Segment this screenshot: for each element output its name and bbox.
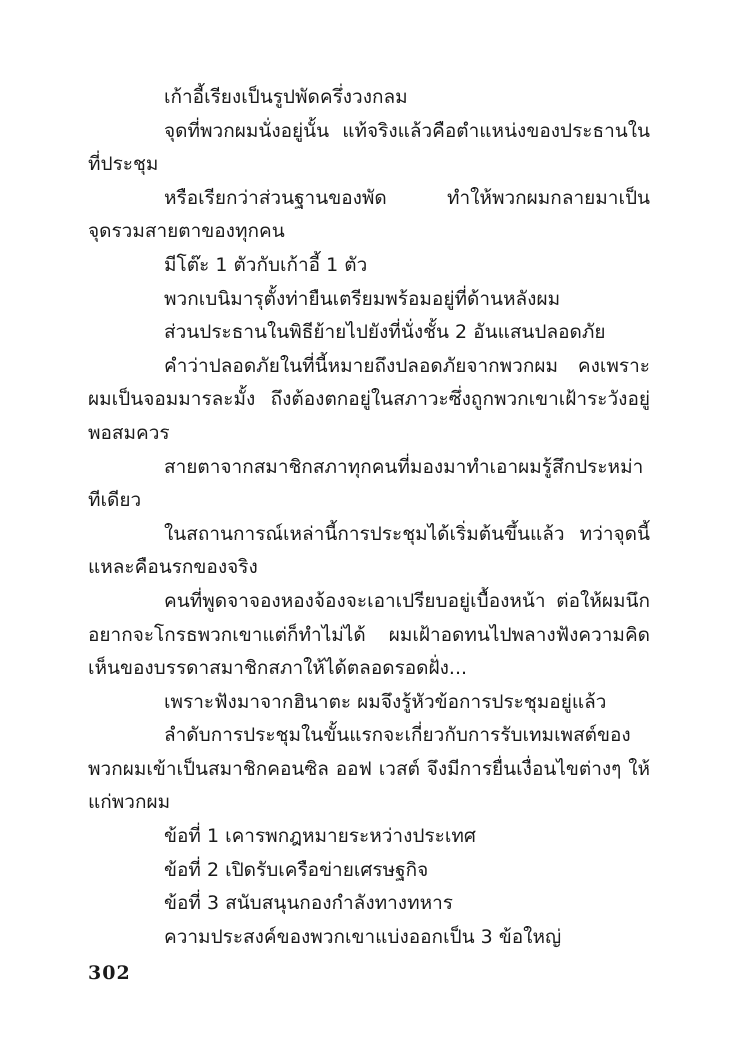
paragraph: ในสถานการณ์เหล่านี้การประชุมได้เริ่มต้นขึ้นแล้ว ทว่าจุดนี้แหละคือนรกของจริง bbox=[88, 522, 650, 579]
paragraph: คำว่าปลอดภัยในที่นี้หมายถึงปลอดภัยจากพวกผม คงเพราะผมเป็นจอมมารละมั้ง ถึงต้องตกอยู่ในสภาวะซึ่งถูกพวกเขาเฝ้าระวังอยู่พอสมควร bbox=[88, 354, 650, 444]
page-number: 302 bbox=[88, 962, 131, 984]
paragraph: จุดที่พวกผมนั่งอยู่นั้น แท้จริงแล้วคือตำแหน่งของประธานในที่ประชุม bbox=[88, 119, 650, 176]
paragraph: หรือเรียกว่าส่วนฐานของพัด ทำให้พวกผมกลายมาเป็นจุดรวมสายตาของทุกคน bbox=[88, 186, 650, 243]
list-item: ข้อที่ 3 สนับสนุนกองกำลังทางทหาร bbox=[164, 892, 453, 915]
list-item: ข้อที่ 1 เคารพกฎหมายระหว่างประเทศ bbox=[164, 825, 476, 848]
list-item: ข้อที่ 2 เปิดรับเครือข่ายเศรษฐกิจ bbox=[164, 858, 429, 881]
paragraph: ความประสงค์ของพวกเขาแบ่งออกเป็น 3 ข้อใหญ่ bbox=[164, 925, 562, 948]
paragraph: มีโต๊ะ 1 ตัวกับเก้าอี้ 1 ตัว bbox=[164, 253, 368, 276]
paragraph: สายตาจากสมาชิกสภาทุกคนที่มองมาทำเอาผมรู้สึกประหม่าทีเดียว bbox=[88, 455, 644, 512]
paragraph: เก้าอี้เรียงเป็นรูปพัดครึ่งวงกลม bbox=[164, 86, 408, 108]
paragraph: คนที่พูดจาจองหองจ้องจะเอาเปรียบอยู่เบื้องหน้า ต่อให้ผมนึกอยากจะโกรธพวกเขาแต่ก็ทำไม่ได้ ผมเฝ้าอดทนไปพลางฟังความคิดเห็นของบรรดาสมาชิกสภาให้ได้ตลอดรอดฝั่ง... bbox=[88, 589, 650, 680]
paragraph: ลำดับการประชุมในขั้นแรกจะเกี่ยวกับการรับเทมเพสต์ของพวกผมเข้าเป็นสมาชิกคอนซิล ออฟ เวสต์ จึงมีการยื่นเงื่อนไขต่างๆ ให้แก่พวกผม bbox=[88, 724, 650, 814]
paragraph: เพราะฟังมาจากฮินาตะ ผมจึงรู้หัวข้อการประชุมอยู่แล้ว bbox=[164, 690, 607, 713]
body-text bbox=[88, 81, 650, 954]
paragraph: พวกเบนิมารุตั้งท่ายืนเตรียมพร้อมอยู่ที่ด้านหลังผม bbox=[164, 287, 561, 310]
paragraph: ส่วนประธานในพิธีย้ายไปยังที่นั่งชั้น 2 อันแสนปลอดภัย bbox=[164, 321, 606, 344]
